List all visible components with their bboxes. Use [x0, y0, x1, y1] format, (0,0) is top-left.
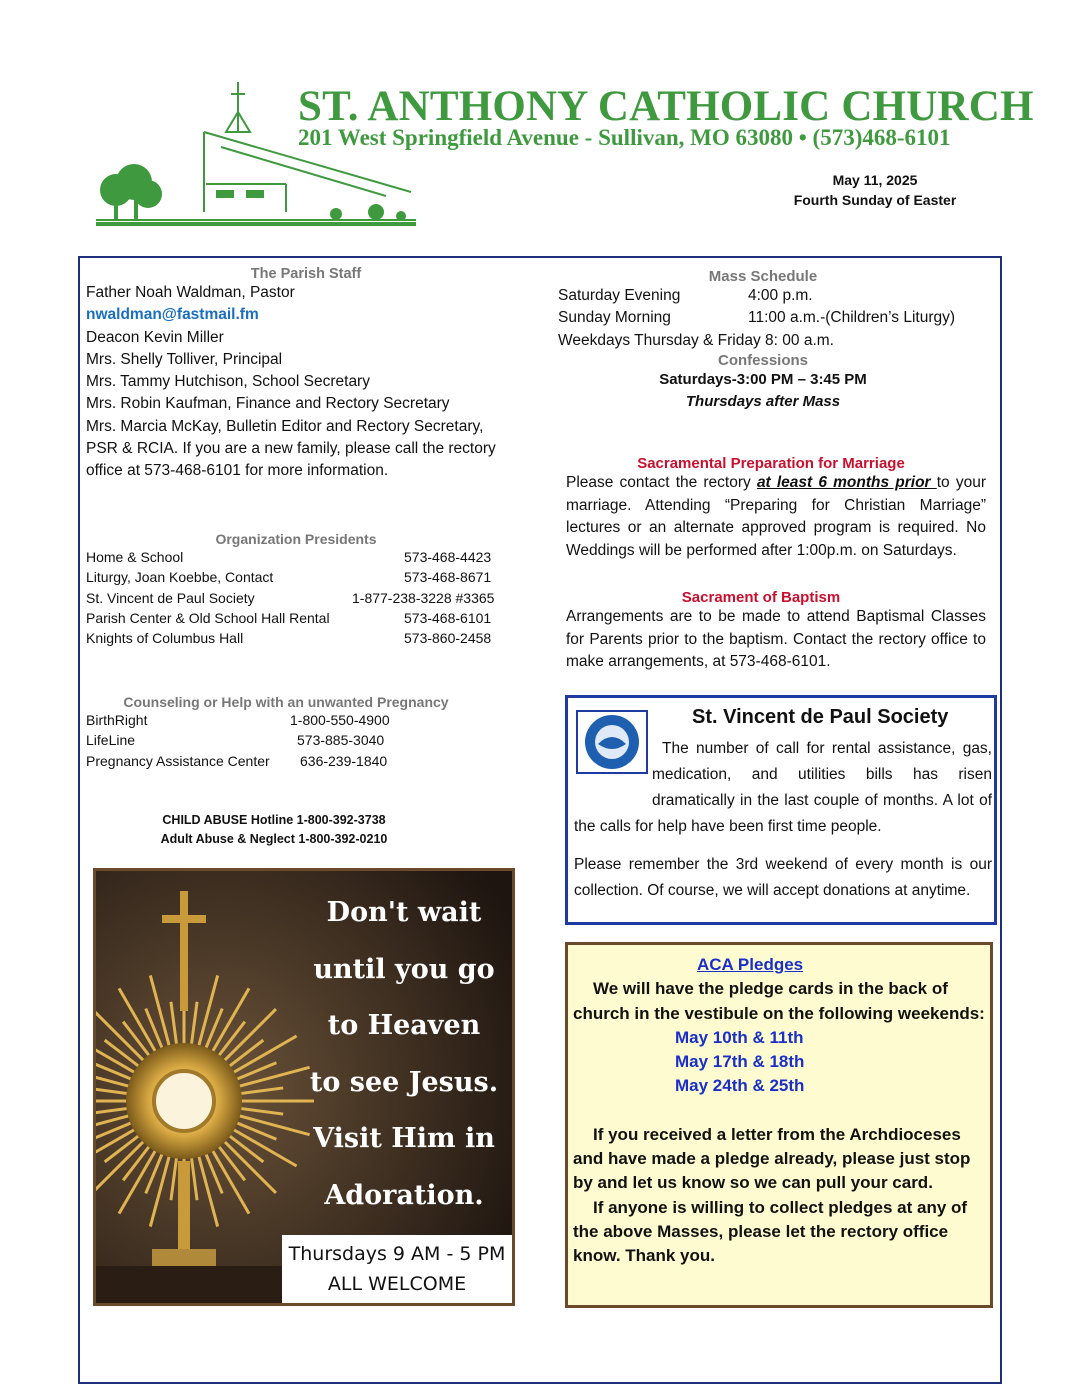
baptism-section — [566, 589, 986, 674]
mass-row — [558, 307, 998, 329]
staff-line: PSR & RCIA. If you are a new family, please call the rectory — [86, 440, 496, 458]
section-heading: Organization Presidents — [215, 531, 377, 547]
bulletin-date-block — [780, 170, 970, 210]
counseling-name: Pregnancy Assistance Center — [86, 752, 270, 769]
staff-line: Mrs. Tammy Hutchison, School Secretary — [86, 373, 370, 391]
abuse-hotlines — [86, 811, 462, 849]
organization-presidents — [86, 531, 526, 648]
mass-row — [558, 285, 998, 307]
counseling-row — [86, 710, 526, 730]
mass-time: 4:00 p.m. — [748, 287, 813, 304]
org-name: St. Vincent de Paul Society — [86, 589, 255, 606]
staff-line: office at 573-468-6101 for more information. — [86, 462, 389, 480]
mass-day: Sunday Morning — [558, 309, 671, 327]
org-name: Home & School — [86, 549, 184, 565]
section-heading: Mass Schedule — [708, 268, 818, 285]
marriage-text-start: Please contact the rectory — [566, 474, 757, 491]
aca-intro: We will have the pledge cards in the back of church in the vestibule on the following weekends: — [573, 979, 985, 1023]
bulletin-date: May 11, 2025 — [832, 172, 918, 188]
pastor-email-link[interactable]: nwaldman@fastmail.fm — [86, 306, 259, 324]
org-row — [86, 608, 526, 628]
svdp-title: St. Vincent de Paul Society — [692, 706, 949, 728]
org-name: Knights of Columbus Hall — [86, 630, 244, 647]
section-heading: The Parish Staff — [250, 266, 362, 282]
counseling-name: LifeLine — [86, 732, 136, 749]
org-row — [86, 547, 526, 567]
org-phone: 573-860-2458 — [404, 630, 492, 647]
church-address: 201 West Springfield Avenue - Sullivan, MO 63080 • (573)468-6101 — [298, 125, 951, 150]
adoration-hours-box — [282, 1235, 512, 1303]
confessions-saturday: Saturdays-3:00 PM – 3:45 PM — [659, 370, 867, 388]
org-row — [86, 567, 526, 587]
svdp-box — [565, 695, 997, 925]
adoration-line: Don't wait — [326, 897, 482, 928]
org-row — [86, 628, 526, 648]
org-phone: 573-468-4423 — [404, 549, 492, 565]
counseling-phone: 1-800-550-4900 — [290, 712, 390, 728]
counseling-phone: 636-239-1840 — [300, 752, 388, 769]
aca-para2: If you received a letter from the Archdioceses and have made a pledge already, please just stop by and let us know so we can pull your card. — [573, 1124, 971, 1193]
adult-abuse-hotline: Adult Abuse & Neglect 1-800-392-0210 — [160, 832, 388, 846]
adoration-line: to Heaven — [327, 1010, 481, 1041]
org-phone: 573-468-8671 — [404, 569, 492, 586]
staff-line: Father Noah Waldman, Pastor — [86, 284, 295, 301]
adoration-message — [296, 885, 512, 1224]
parish-staff-section — [86, 266, 526, 483]
svdp-body — [574, 736, 992, 904]
org-row — [86, 588, 526, 608]
staff-line: Deacon Kevin Miller — [86, 328, 224, 346]
adoration-line: to see Jesus. — [309, 1066, 499, 1098]
baptism-text: Arrangements are to be made to attend Baptismal Classes for Parents prior to the baptism. Contact the rectory office to make arrangements, at 573-468-6101. — [566, 608, 986, 670]
counseling-section — [86, 694, 526, 771]
mass-time: 11:00 a.m.-(Children’s Liturgy) — [748, 309, 956, 327]
marriage-prep-section — [566, 455, 986, 562]
adoration-line: Adoration. — [324, 1179, 484, 1211]
mass-day: Saturday Evening — [558, 287, 681, 304]
mass-schedule-section — [558, 268, 998, 413]
org-phone: 573-468-6101 — [404, 609, 492, 626]
staff-line: Mrs. Robin Kaufman, Finance and Rectory Secretary — [86, 395, 450, 413]
adoration-hours: Thursdays 9 AM - 5 PM — [288, 1243, 506, 1265]
aca-date: May 24th & 25th — [675, 1076, 805, 1096]
confessions-thursday: Thursdays after Mass — [685, 392, 841, 410]
svdp-para1: The number of call for rental assistance, gas, medication, and utilities bills has risen dramatically in the last couple of months. A lot of the calls for help have been first time people. — [574, 740, 992, 835]
adoration-line: Visit Him in — [313, 1123, 495, 1154]
counseling-row — [86, 730, 526, 750]
section-heading: Sacrament of Baptism — [681, 589, 841, 606]
org-phone: 1-877-238-3228 #3365 — [352, 589, 495, 606]
church-name: ST. ANTHONY CATHOLIC CHURCH — [298, 83, 1034, 130]
section-heading: Counseling or Help with an unwanted Pregnancy — [123, 694, 449, 710]
aca-date: May 17th & 18th — [675, 1052, 805, 1072]
section-heading: Sacramental Preparation for Marriage — [637, 455, 905, 472]
adoration-line: until you go — [313, 953, 495, 985]
counseling-phone: 573-885-3040 — [297, 732, 385, 749]
counseling-row — [86, 751, 526, 771]
adoration-poster — [93, 868, 515, 1306]
marriage-text-end: to your marriage. Attending “Preparing for Christian Marriage” lectures or an alternate approved program is required. No Weddings will be performed after 1:00p.m. on Saturdays. — [566, 474, 986, 559]
counseling-name: BirthRight — [86, 712, 148, 728]
staff-line: Mrs. Shelly Tolliver, Principal — [86, 350, 283, 368]
child-abuse-hotline: CHILD ABUSE Hotline 1-800-392-3738 — [162, 813, 386, 827]
confessions-heading: Confessions — [717, 351, 808, 369]
aca-title-link[interactable]: ACA Pledges — [697, 955, 804, 974]
marriage-text — [566, 472, 986, 562]
aca-content — [573, 953, 985, 1269]
org-name: Liturgy, Joan Koebbe, Contact — [86, 569, 274, 586]
liturgical-day: Fourth Sunday of Easter — [793, 192, 957, 208]
weekday-masses: Weekdays Thursday & Friday 8: 00 a.m. — [558, 331, 834, 349]
org-name: Parish Center & Old School Hall Rental — [86, 609, 330, 626]
svdp-para2: Please remember the 3rd weekend of every month is our collection. Of course, we will accept donations at anytime. — [574, 856, 992, 899]
marriage-emphasis: at least 6 months prior — [756, 474, 937, 491]
aca-pledges-box — [565, 942, 993, 1308]
aca-date: May 10th & 11th — [675, 1027, 804, 1047]
adoration-welcome: ALL WELCOME — [327, 1273, 467, 1295]
staff-line: Mrs. Marcia McKay, Bulletin Editor and Rectory Secretary, — [86, 417, 484, 435]
aca-para3: If anyone is willing to collect pledges at any of the above Masses, please let the rectory office know. Thank you. — [573, 1197, 968, 1266]
